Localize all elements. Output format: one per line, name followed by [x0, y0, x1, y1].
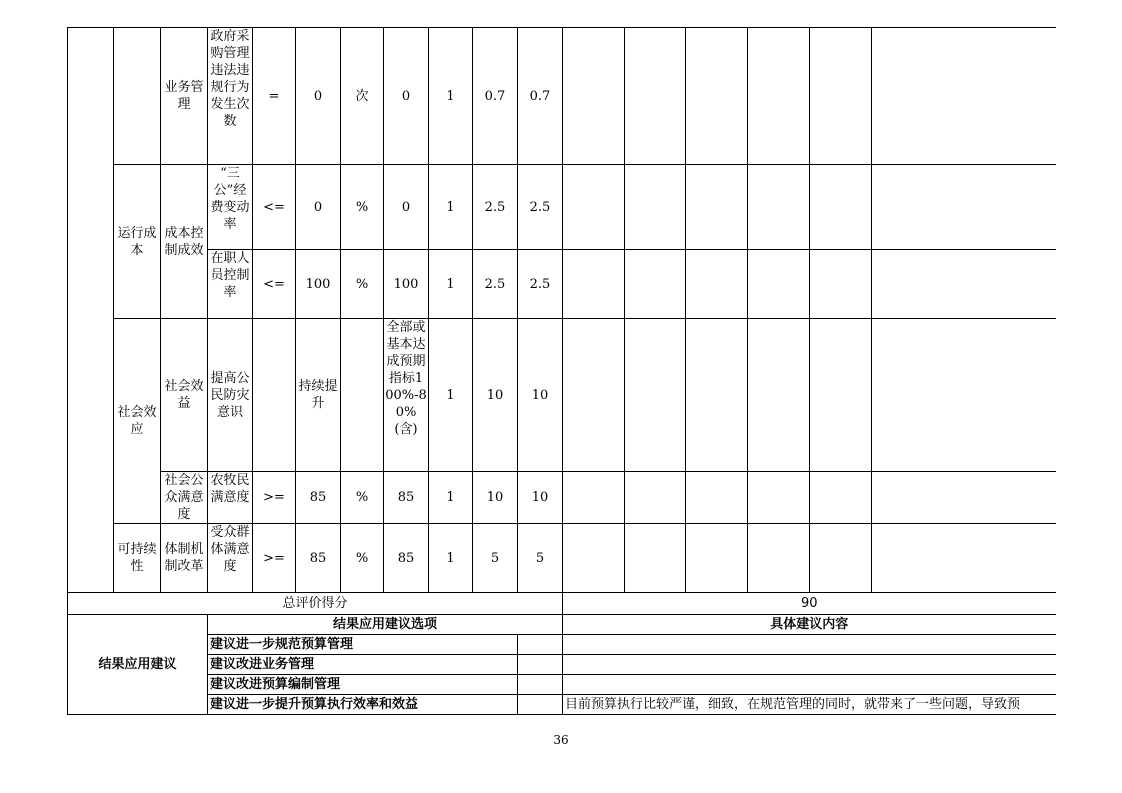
suggestion-option: 建议进一步规范预算管理 — [208, 635, 518, 655]
full-score-cell: 5 — [473, 524, 518, 593]
unit-cell: % — [341, 472, 384, 524]
weight-cell: 1 — [429, 472, 473, 524]
suggestion-content — [563, 655, 1056, 675]
table-row — [68, 165, 1056, 250]
score-cell: 10 — [518, 319, 563, 472]
suggestion-options-header: 结果应用建议选项 — [208, 615, 563, 635]
level3-cell: 提高公民防灾意识 — [208, 319, 253, 472]
level3-cell: 农牧民满意度 — [208, 472, 253, 524]
full-score-cell: 2.5 — [473, 250, 518, 319]
table-row — [68, 524, 1056, 593]
total-row — [68, 593, 1056, 615]
blank-cell — [748, 472, 810, 524]
target-cell: 85 — [296, 524, 341, 593]
score-cell: 10 — [518, 472, 563, 524]
suggestion-content — [563, 635, 1056, 655]
score-cell: 2.5 — [518, 250, 563, 319]
suggestion-section-label: 结果应用建议 — [68, 615, 208, 715]
blank-cell — [872, 250, 1056, 319]
suggestion-option: 建议改进预算编制管理 — [208, 675, 518, 695]
blank-cell — [686, 524, 748, 593]
actual-cell: 85 — [384, 472, 429, 524]
blank-cell — [810, 472, 872, 524]
suggestion-content-header: 具体建议内容 — [563, 615, 1056, 635]
unit-cell: % — [341, 250, 384, 319]
blank-cell — [563, 319, 625, 472]
level1-cell: 社会效应 — [114, 319, 161, 524]
blank-cell — [748, 165, 810, 250]
blank-cell — [625, 250, 686, 319]
suggestion-content: 目前预算执行比较严谨，细致，在规范管理的同时，就带来了一些问题，导致预 — [563, 695, 1056, 715]
actual-cell: 全部或基本达成预期指标100%-80%(含) — [384, 319, 429, 472]
score-cell: 5 — [518, 524, 563, 593]
blank-cell — [625, 524, 686, 593]
blank-cell — [625, 165, 686, 250]
blank-cell — [872, 524, 1056, 593]
full-score-cell: 0.7 — [473, 28, 518, 165]
suggestion-row — [68, 695, 1056, 715]
operator-cell: >= — [253, 524, 296, 593]
suggestion-content — [563, 675, 1056, 695]
weight-cell: 1 — [429, 524, 473, 593]
suggestion-check-cell — [518, 655, 563, 675]
full-score-cell: 10 — [473, 472, 518, 524]
blank-cell — [563, 28, 625, 165]
table-row — [68, 250, 1056, 319]
blank-cell — [563, 250, 625, 319]
operator-cell: <= — [253, 165, 296, 250]
unit-cell: 次 — [341, 28, 384, 165]
blank-cell — [810, 165, 872, 250]
target-cell: 0 — [296, 28, 341, 165]
blank-cell — [748, 250, 810, 319]
weight-cell: 1 — [429, 28, 473, 165]
blank-cell — [625, 319, 686, 472]
weight-cell: 1 — [429, 319, 473, 472]
total-score: 90 — [563, 593, 1056, 615]
blank-cell — [625, 28, 686, 165]
blank-cell — [810, 28, 872, 165]
level2-cell: 业务管理 — [161, 28, 208, 165]
unit-cell: % — [341, 524, 384, 593]
blank-cell — [748, 28, 810, 165]
level1-cell-blank — [114, 28, 161, 165]
unit-cell: % — [341, 165, 384, 250]
level2-cell: 体制机制改革 — [161, 524, 208, 593]
blank-cell — [872, 165, 1056, 250]
suggestion-option: 建议改进业务管理 — [208, 655, 518, 675]
suggestion-check-cell — [518, 635, 563, 655]
blank-cell — [686, 28, 748, 165]
blank-cell — [563, 524, 625, 593]
blank-cell — [810, 524, 872, 593]
level3-cell: “三公”经费变动率 — [208, 165, 253, 250]
target-cell: 85 — [296, 472, 341, 524]
blank-cell — [625, 472, 686, 524]
table-row — [68, 472, 1056, 524]
blank-cell — [872, 472, 1056, 524]
suggestion-header-row — [68, 615, 1056, 635]
blank-cell — [872, 28, 1056, 165]
suggestion-row — [68, 655, 1056, 675]
table-row — [68, 28, 1056, 165]
weight-cell: 1 — [429, 165, 473, 250]
operator-cell — [253, 319, 296, 472]
level1-cell: 运行成本 — [114, 165, 161, 319]
blank-cell — [563, 472, 625, 524]
blank-cell — [686, 319, 748, 472]
blank-cell — [686, 165, 748, 250]
blank-cell — [686, 250, 748, 319]
suggestion-row — [68, 675, 1056, 695]
actual-cell: 0 — [384, 165, 429, 250]
level2-cell: 社会效益 — [161, 319, 208, 472]
evaluation-table — [67, 27, 1056, 715]
total-label: 总评价得分 — [68, 593, 563, 615]
blank-cell — [872, 319, 1056, 472]
unit-cell — [341, 319, 384, 472]
full-score-cell: 10 — [473, 319, 518, 472]
score-cell: 0.7 — [518, 28, 563, 165]
actual-cell: 100 — [384, 250, 429, 319]
level3-cell: 受众群体满意度 — [208, 524, 253, 593]
target-cell: 0 — [296, 165, 341, 250]
target-cell: 100 — [296, 250, 341, 319]
level1-cell-blank — [68, 28, 114, 593]
actual-cell: 85 — [384, 524, 429, 593]
operator-cell: >= — [253, 472, 296, 524]
suggestion-option: 建议进一步提升预算执行效率和效益 — [208, 695, 518, 715]
suggestion-row — [68, 635, 1056, 655]
blank-cell — [810, 250, 872, 319]
level3-cell: 政府采购管理违法违规行为发生次数 — [208, 28, 253, 165]
level3-cell: 在职人员控制率 — [208, 250, 253, 319]
blank-cell — [748, 524, 810, 593]
blank-cell — [748, 319, 810, 472]
actual-cell: 0 — [384, 28, 429, 165]
level2-cell: 社会公众满意度 — [161, 472, 208, 524]
operator-cell: = — [253, 28, 296, 165]
weight-cell: 1 — [429, 250, 473, 319]
suggestion-check-cell — [518, 675, 563, 695]
blank-cell — [686, 472, 748, 524]
operator-cell: <= — [253, 250, 296, 319]
table-row — [68, 319, 1056, 472]
blank-cell — [563, 165, 625, 250]
blank-cell — [810, 319, 872, 472]
suggestion-check-cell — [518, 695, 563, 715]
full-score-cell: 2.5 — [473, 165, 518, 250]
page-number: 36 — [553, 733, 569, 747]
level1-cell: 可持续性 — [114, 524, 161, 593]
level2-cell: 成本控制成效 — [161, 165, 208, 319]
score-cell: 2.5 — [518, 165, 563, 250]
target-cell: 持续提升 — [296, 319, 341, 472]
